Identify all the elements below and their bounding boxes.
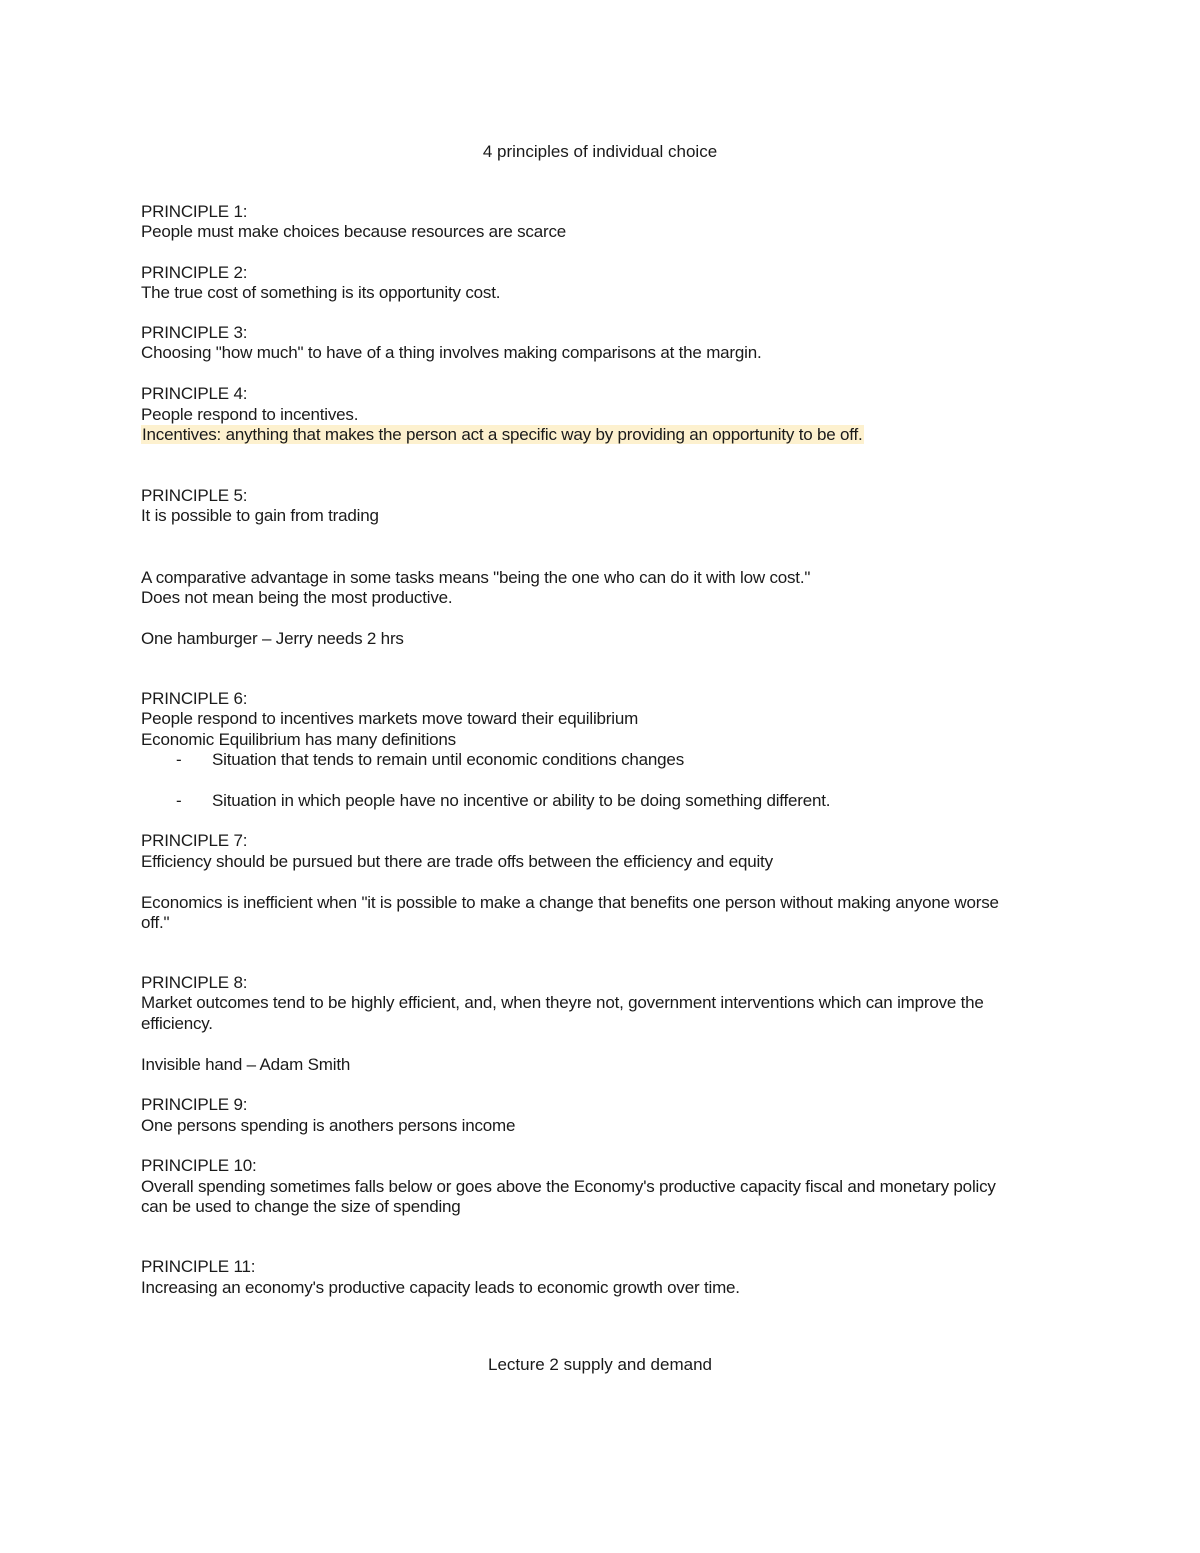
bullet-marker: -: [176, 791, 182, 810]
principle-7-text: Efficiency should be pursued but there are trade offs between the efficiency and equity: [141, 852, 773, 871]
principle-8-heading: PRINCIPLE 8:: [141, 973, 248, 992]
principle-9-text: One persons spending is anothers persons income: [141, 1116, 516, 1135]
principle-5-heading: PRINCIPLE 5:: [141, 486, 248, 505]
principle-10-text-2: can be used to change the size of spending: [141, 1197, 461, 1216]
principle-4-highlight: [141, 425, 864, 445]
bullet-item: Situation in which people have no incentive or ability to be doing something different.: [212, 791, 831, 810]
principle-4-heading: PRINCIPLE 4:: [141, 384, 248, 403]
principle-3-text: Choosing "how much" to have of a thing involves making comparisons at the margin.: [141, 343, 762, 362]
principle-2-heading: PRINCIPLE 2:: [141, 263, 248, 282]
page-title: 4 principles of individual choice: [482, 142, 718, 161]
principle-3-heading: PRINCIPLE 3:: [141, 323, 248, 342]
principle-9-heading: PRINCIPLE 9:: [141, 1095, 248, 1114]
principle-7-heading: PRINCIPLE 7:: [141, 831, 248, 850]
comparative-example: One hamburger – Jerry needs 2 hrs: [141, 629, 404, 648]
principle-6-heading: PRINCIPLE 6:: [141, 689, 248, 708]
principle-8-text-2: efficiency.: [141, 1014, 213, 1033]
bullet-item: Situation that tends to remain until economic conditions changes: [212, 750, 684, 769]
comparative-advantage-line-2: Does not mean being the most productive.: [141, 588, 453, 607]
principle-11-heading: PRINCIPLE 11:: [141, 1257, 256, 1276]
principle-6-text-1: People respond to incentives markets move toward their equilibrium: [141, 709, 639, 728]
bullet-marker: -: [176, 750, 182, 769]
principle-7-note-2: off.": [141, 913, 170, 932]
principle-8-text-1: Market outcomes tend to be highly efficient, and, when theyre not, government interventions which can improve the: [141, 993, 984, 1012]
section-title: Lecture 2 supply and demand: [488, 1355, 712, 1374]
principle-11-text: Increasing an economy's productive capacity leads to economic growth over time.: [141, 1278, 740, 1297]
principle-1-text: People must make choices because resources are scarce: [141, 222, 567, 241]
principle-5-text: It is possible to gain from trading: [141, 506, 379, 525]
principle-7-note-1: Economics is inefficient when "it is possible to make a change that benefits one person without making anyone worse: [141, 893, 999, 912]
principle-10-heading: PRINCIPLE 10:: [141, 1156, 257, 1175]
principle-6-text-2: Economic Equilibrium has many definitions: [141, 730, 456, 749]
principle-4-text: People respond to incentives.: [141, 405, 359, 424]
principle-1-heading: PRINCIPLE 1:: [141, 202, 248, 221]
highlighted-text: Incentives: anything that makes the person act a specific way by providing an opportunity to be off.: [142, 425, 863, 444]
principle-8-note: Invisible hand – Adam Smith: [141, 1055, 351, 1074]
principle-2-text: The true cost of something is its opportunity cost.: [141, 283, 501, 302]
principle-10-text-1: Overall spending sometimes falls below or goes above the Economy's productive capacity fiscal and monetary policy: [141, 1177, 996, 1196]
comparative-advantage-line-1: A comparative advantage in some tasks means "being the one who can do it with low cost.": [141, 568, 811, 587]
